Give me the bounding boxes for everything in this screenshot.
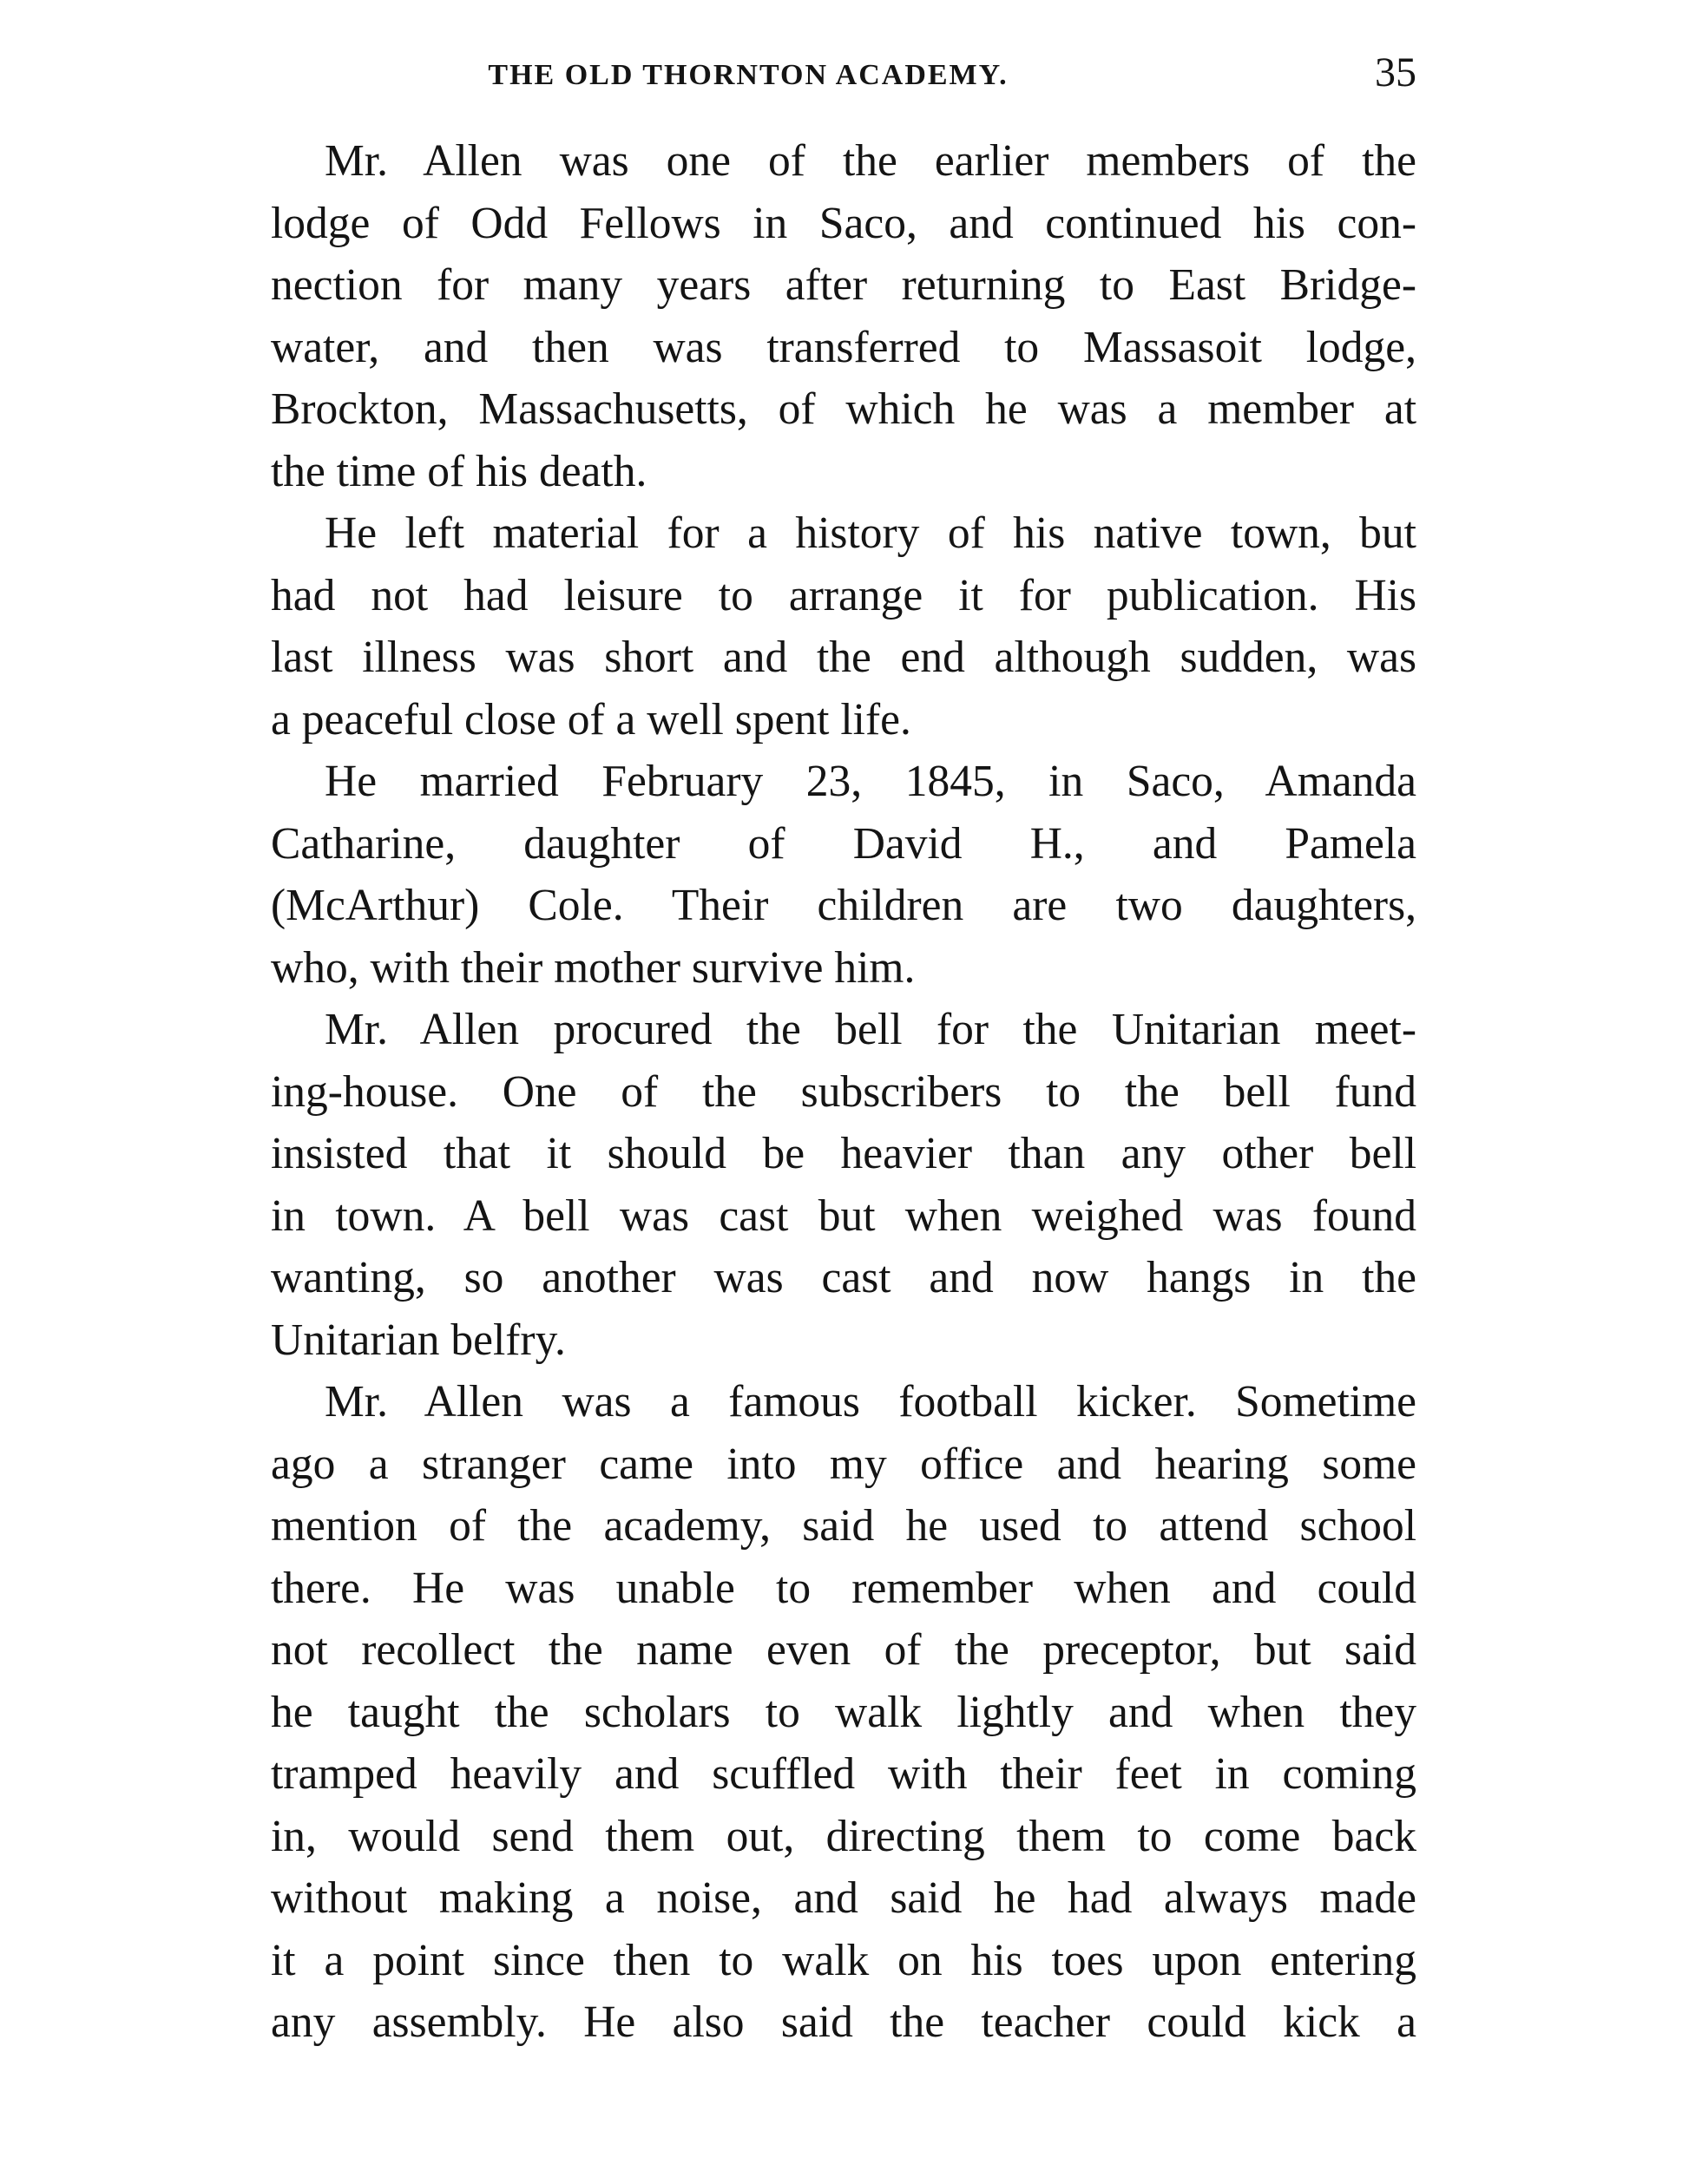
text-line: He left material for a history of his native town, but xyxy=(325,508,1416,558)
text-line: last illness was short and the end although sudden, was xyxy=(271,633,1416,682)
text-line: the time of his death. xyxy=(271,446,647,496)
running-title: THE OLD THORNTON ACADEMY. xyxy=(488,59,1009,91)
text-line: ago a stranger came into my office and hearing some xyxy=(271,1439,1416,1489)
text-line: insisted that it should be heavier than any other bell xyxy=(271,1129,1416,1178)
text-line: Unitarian belfry. xyxy=(271,1315,566,1365)
text-line: not recollect the name even of the preceptor, but said xyxy=(271,1625,1416,1675)
text-line: in, would send them out, directing them to come back xyxy=(271,1811,1416,1861)
text-line: Catharine, daughter of David H., and Pamela xyxy=(271,818,1416,869)
paragraph xyxy=(271,502,1416,751)
text-line: in town. A bell was cast but when weighed was found xyxy=(271,1190,1416,1241)
text-line: had not had leisure to arrange it for publication. His xyxy=(271,570,1416,620)
text-line: Mr. Allen procured the bell for the Unitarian meet- xyxy=(325,1005,1416,1054)
text-line: Mr. Allen was a famous football kicker. Sometime xyxy=(325,1377,1416,1426)
text-line: there. He was unable to remember when and could xyxy=(271,1563,1416,1613)
text-line: (McArthur) Cole. Their children are two daughters, xyxy=(271,881,1416,930)
text-line: nection for many years after returning to East Bridge- xyxy=(271,260,1416,310)
text-line: any assembly. He also said the teacher could kick a xyxy=(271,1997,1416,2047)
text-line: wanting, so another was cast and now hangs in the xyxy=(271,1253,1416,1302)
text-line: Mr. Allen was one of the earlier members of the xyxy=(325,136,1416,186)
text-line: without making a noise, and said he had always made xyxy=(271,1873,1416,1923)
paragraph xyxy=(271,130,1416,502)
text-line: He married February 23, 1845, in Saco, Amanda xyxy=(325,757,1416,806)
text-line: a peaceful close of a well spent life. xyxy=(271,694,911,744)
paragraph xyxy=(271,999,1416,1371)
text-line: lodge of Odd Fellows in Saco, and continued his con- xyxy=(271,198,1416,248)
text-line: he taught the scholars to walk lightly and when they xyxy=(271,1687,1416,1737)
paragraph xyxy=(271,751,1416,999)
running-head xyxy=(271,43,1416,104)
text-line: water, and then was transferred to Massasoit lodge, xyxy=(271,322,1416,372)
text-line: it a point since then to walk on his toes upon entering xyxy=(271,1935,1416,1985)
text-line: tramped heavily and scuffled with their feet in coming xyxy=(271,1749,1416,1799)
body-text xyxy=(271,130,1416,2054)
page-number: 35 xyxy=(1375,49,1416,95)
text-line: who, with their mother survive him. xyxy=(271,942,916,993)
text-line: Brockton, Massachusetts, of which he was a member at xyxy=(271,384,1416,434)
text-line: ing-house. One of the subscribers to the bell fund xyxy=(271,1066,1416,1117)
text-line: mention of the academy, said he used to attend school xyxy=(271,1501,1416,1551)
paragraph xyxy=(271,1371,1416,2054)
